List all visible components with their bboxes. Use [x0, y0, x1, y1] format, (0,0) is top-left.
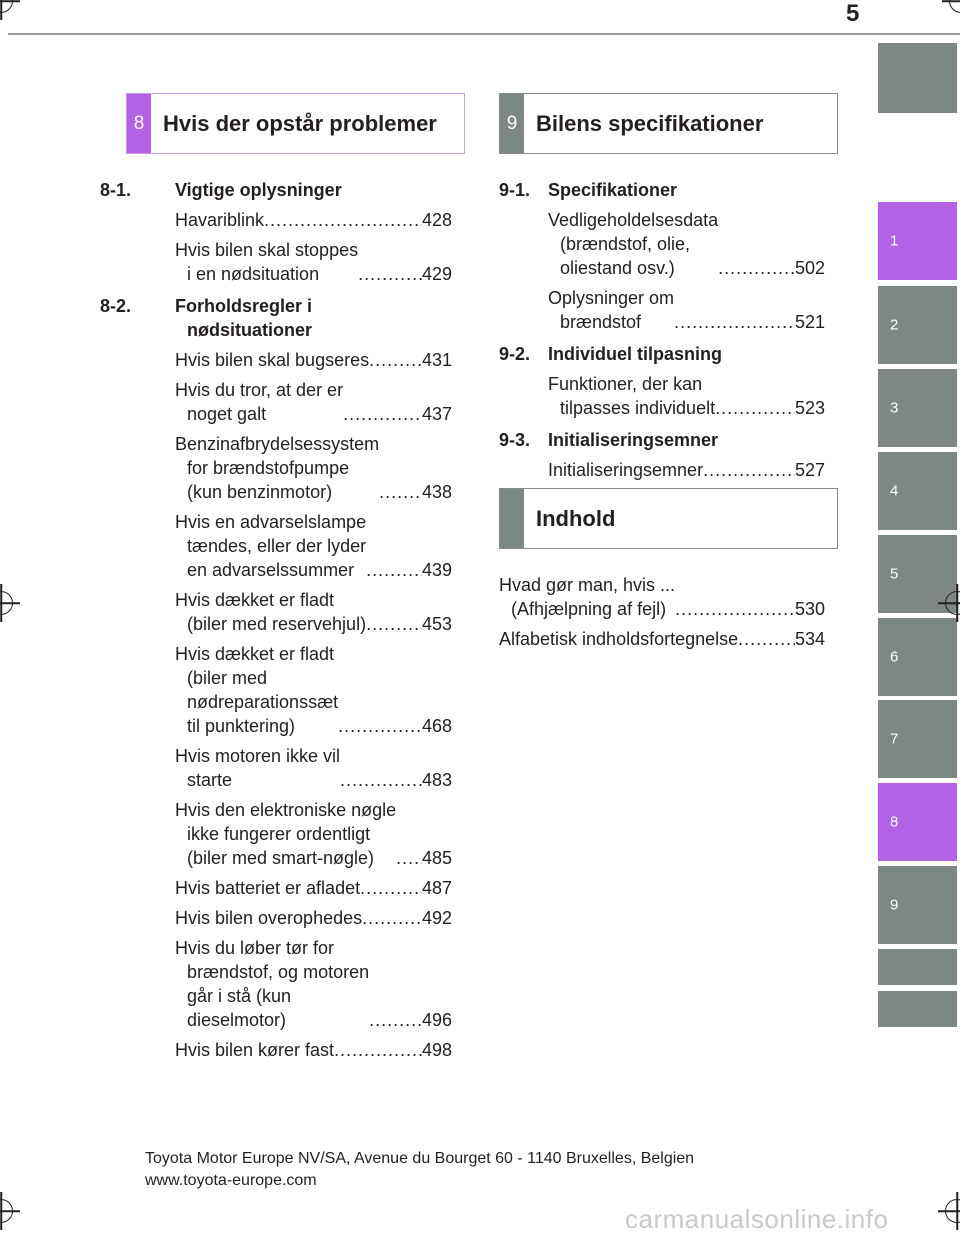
toc-entry-text: Hvis dækket er fladt (biler med nødreparationssæt til punktering)	[175, 644, 339, 736]
toc-entry-page: 485	[421, 848, 452, 868]
toc-entry-page: 439	[421, 560, 452, 580]
toc-group	[100, 178, 452, 286]
toc-entry[interactable]	[175, 432, 452, 504]
toc-entry-page: 496	[421, 1010, 452, 1030]
tab-blank-a[interactable]	[878, 949, 957, 985]
crop-mark-icon	[0, 591, 13, 615]
toc-entry-text: Hvis en advarselslampe tændes, eller der lyder en advarselssummer	[175, 512, 367, 580]
toc-entry-text: Hvis motoren ikke vil starte	[175, 746, 341, 790]
toc-entry[interactable]	[175, 744, 452, 792]
toc-entry-page: 468	[421, 716, 452, 736]
toc-group-heading[interactable]	[499, 428, 825, 452]
leader-dots	[738, 627, 795, 651]
leader-dots	[379, 480, 422, 504]
toc-entry-text: Hvis bilen skal bugseres	[175, 350, 370, 370]
toc-entry-page: 492	[421, 908, 452, 928]
tab-4[interactable]: 4	[878, 452, 957, 530]
toc-group	[499, 178, 825, 334]
toc-entry-text: Initialiseringsemner	[548, 460, 704, 480]
leader-dots	[340, 768, 422, 792]
toc-entry-text: Vedligeholdelsesdata (brændstof, olie, oliestand osv.)	[548, 210, 719, 278]
footer-website[interactable]: www.toyota-europe.com	[145, 1172, 317, 1189]
toc-group-number: 9-1.	[499, 180, 531, 200]
toc-entry-text: Hvis du løber tør for brændstof, og motoren går i stå (kun dieselmotor)	[175, 938, 370, 1030]
toc-entry[interactable]	[175, 208, 452, 232]
toc-entry-page: 429	[421, 264, 452, 284]
toc-entry-page: 523	[794, 398, 825, 418]
leader-dots	[718, 256, 795, 280]
tab-6[interactable]: 6	[878, 618, 957, 696]
index-title: Indhold	[536, 505, 616, 531]
toc-entry-text: Hvis bilen skal stoppes i en nødsituation	[175, 240, 359, 284]
crop-mark-icon	[0, 1199, 13, 1223]
footer	[145, 1148, 694, 1192]
leader-dots	[369, 1008, 422, 1032]
leader-dots	[366, 612, 422, 636]
toc-group-number: 8-2.	[100, 296, 132, 316]
toc-entry[interactable]	[175, 798, 452, 870]
leader-dots	[674, 310, 795, 334]
toc-group-heading[interactable]	[100, 178, 452, 202]
toc-entry-page: 502	[794, 258, 825, 278]
toc-entry-page: 483	[421, 770, 452, 790]
toc-entry-page: 438	[421, 482, 452, 502]
toc-group-number: 8-1.	[100, 180, 132, 200]
toc-entry-text: Hvad gør man, hvis ... (Afhjælpning af fejl)	[499, 575, 676, 619]
crop-mark-icon	[0, 0, 13, 13]
toc-entry-text: Hvis du tror, at der er noget galt	[175, 380, 344, 424]
toc-entry[interactable]	[175, 238, 452, 286]
toc-entry-page: 453	[421, 614, 452, 634]
leader-dots	[396, 846, 422, 870]
toc-entry[interactable]	[175, 642, 452, 738]
toc-entry-page: 530	[794, 599, 825, 619]
tab-3[interactable]: 3	[878, 369, 957, 447]
toc-group-number: 9-2.	[499, 344, 531, 364]
toc-entry-text: Oplysninger om brændstof	[548, 288, 675, 332]
toc-entry-page: 527	[794, 460, 825, 480]
tab-5[interactable]: 5	[878, 535, 957, 613]
toc-group-heading[interactable]	[499, 178, 825, 202]
tab-9[interactable]: 9	[878, 866, 957, 944]
toc-entry[interactable]	[175, 588, 452, 636]
toc-entry[interactable]	[175, 906, 452, 930]
section-8-header	[126, 93, 465, 154]
leader-dots	[264, 208, 422, 232]
toc-entry-text: Havariblink	[175, 210, 265, 230]
toc-entry-text: Benzinafbrydelsessystem for brændstofpumpe (kun benzinmotor)	[175, 434, 380, 502]
leader-dots	[338, 714, 422, 738]
toc-entry[interactable]	[548, 372, 825, 420]
leader-dots	[675, 597, 795, 621]
section-9-title: Bilens specifikationer	[536, 110, 764, 136]
toc-entry[interactable]	[175, 936, 452, 1032]
toc-group-title: Initialiseringsemner	[548, 430, 719, 450]
top-rule	[8, 33, 960, 35]
toc-entry[interactable]	[548, 286, 825, 334]
toc-entry-text: Hvis bilen overophedes	[175, 908, 363, 928]
leader-dots	[366, 558, 422, 582]
tab-blank-b[interactable]	[878, 991, 957, 1027]
toc-group	[499, 428, 825, 482]
tab-2[interactable]: 2	[878, 286, 957, 364]
tab-blank-top[interactable]	[878, 43, 957, 113]
section-8-title: Hvis der opstår problemer	[163, 110, 437, 136]
toc-entry-page: 534	[794, 629, 825, 649]
toc-entry[interactable]	[499, 573, 825, 621]
toc-group-title: Specifikationer	[548, 180, 678, 200]
toc-entry[interactable]	[175, 378, 452, 426]
toc-index-list	[499, 573, 825, 651]
leader-dots	[334, 1038, 422, 1062]
toc-entry-page: 498	[421, 1040, 452, 1060]
toc-entry-page: 437	[421, 404, 452, 424]
toc-entry[interactable]	[175, 1038, 452, 1062]
toc-entry[interactable]	[175, 876, 452, 900]
toc-entry[interactable]	[548, 458, 825, 482]
toc-entry-page: 521	[794, 312, 825, 332]
leader-dots	[369, 348, 422, 372]
toc-entry-page: 487	[421, 878, 452, 898]
toc-entry[interactable]	[175, 348, 452, 372]
toc-entry-text: Funktioner, der kan tilpasses individuelt	[548, 374, 716, 418]
toc-entry-text: Hvis bilen kører fast	[175, 1040, 335, 1060]
toc-entry-text: Hvis den elektroniske nøgle ikke fungerer ordentligt (biler med smart-nøgle)	[175, 800, 397, 868]
leader-dots	[715, 396, 795, 420]
toc-group	[499, 342, 825, 420]
toc-entry-text: Alfabetisk indholdsfortegnelse	[499, 629, 739, 649]
toc-group-heading[interactable]	[499, 342, 825, 366]
toc-entry[interactable]	[548, 208, 825, 280]
section-8-number: 8	[127, 94, 151, 153]
leader-dots	[703, 458, 795, 482]
index-header	[499, 488, 838, 549]
tab-7[interactable]: 7	[878, 700, 957, 778]
toc-group-heading[interactable]	[100, 294, 452, 342]
leader-dots	[360, 876, 422, 900]
toc-group-title: Individuel tilpasning	[548, 344, 723, 364]
toc-group-number: 9-3.	[499, 430, 531, 450]
toc-entry-page: 431	[421, 350, 452, 370]
leader-dots	[358, 262, 422, 286]
toc-left-column	[100, 178, 452, 1070]
index-number	[500, 489, 524, 548]
section-9-number: 9	[500, 94, 524, 153]
leader-dots	[362, 906, 422, 930]
toc-entry-text: Hvis batteriet er afladet	[175, 878, 361, 898]
tab-8[interactable]: 8	[878, 783, 957, 861]
crop-mark-icon	[949, 0, 960, 13]
leader-dots	[343, 402, 422, 426]
section-9-header	[499, 93, 838, 154]
toc-entry-page: 428	[421, 210, 452, 230]
toc-right-column	[499, 178, 825, 490]
crop-mark-icon	[945, 1199, 960, 1223]
toc-group-title: Vigtige oplysninger	[175, 180, 342, 200]
tab-1[interactable]: 1	[878, 202, 957, 280]
footer-address: Toyota Motor Europe NV/SA, Avenue du Bourget 60 - 1140 Bruxelles, Belgien	[145, 1150, 695, 1167]
toc-group	[100, 294, 452, 1062]
toc-entry-text: Hvis dækket er fladt (biler med reservehjul)	[175, 590, 367, 634]
toc-entry[interactable]	[175, 510, 452, 582]
toc-group-title: Forholdsregler i nødsituationer	[175, 296, 313, 340]
toc-entry[interactable]	[499, 627, 825, 651]
watermark: carmanualsonline.info	[625, 1204, 889, 1234]
page-number: 5	[846, 0, 860, 27]
